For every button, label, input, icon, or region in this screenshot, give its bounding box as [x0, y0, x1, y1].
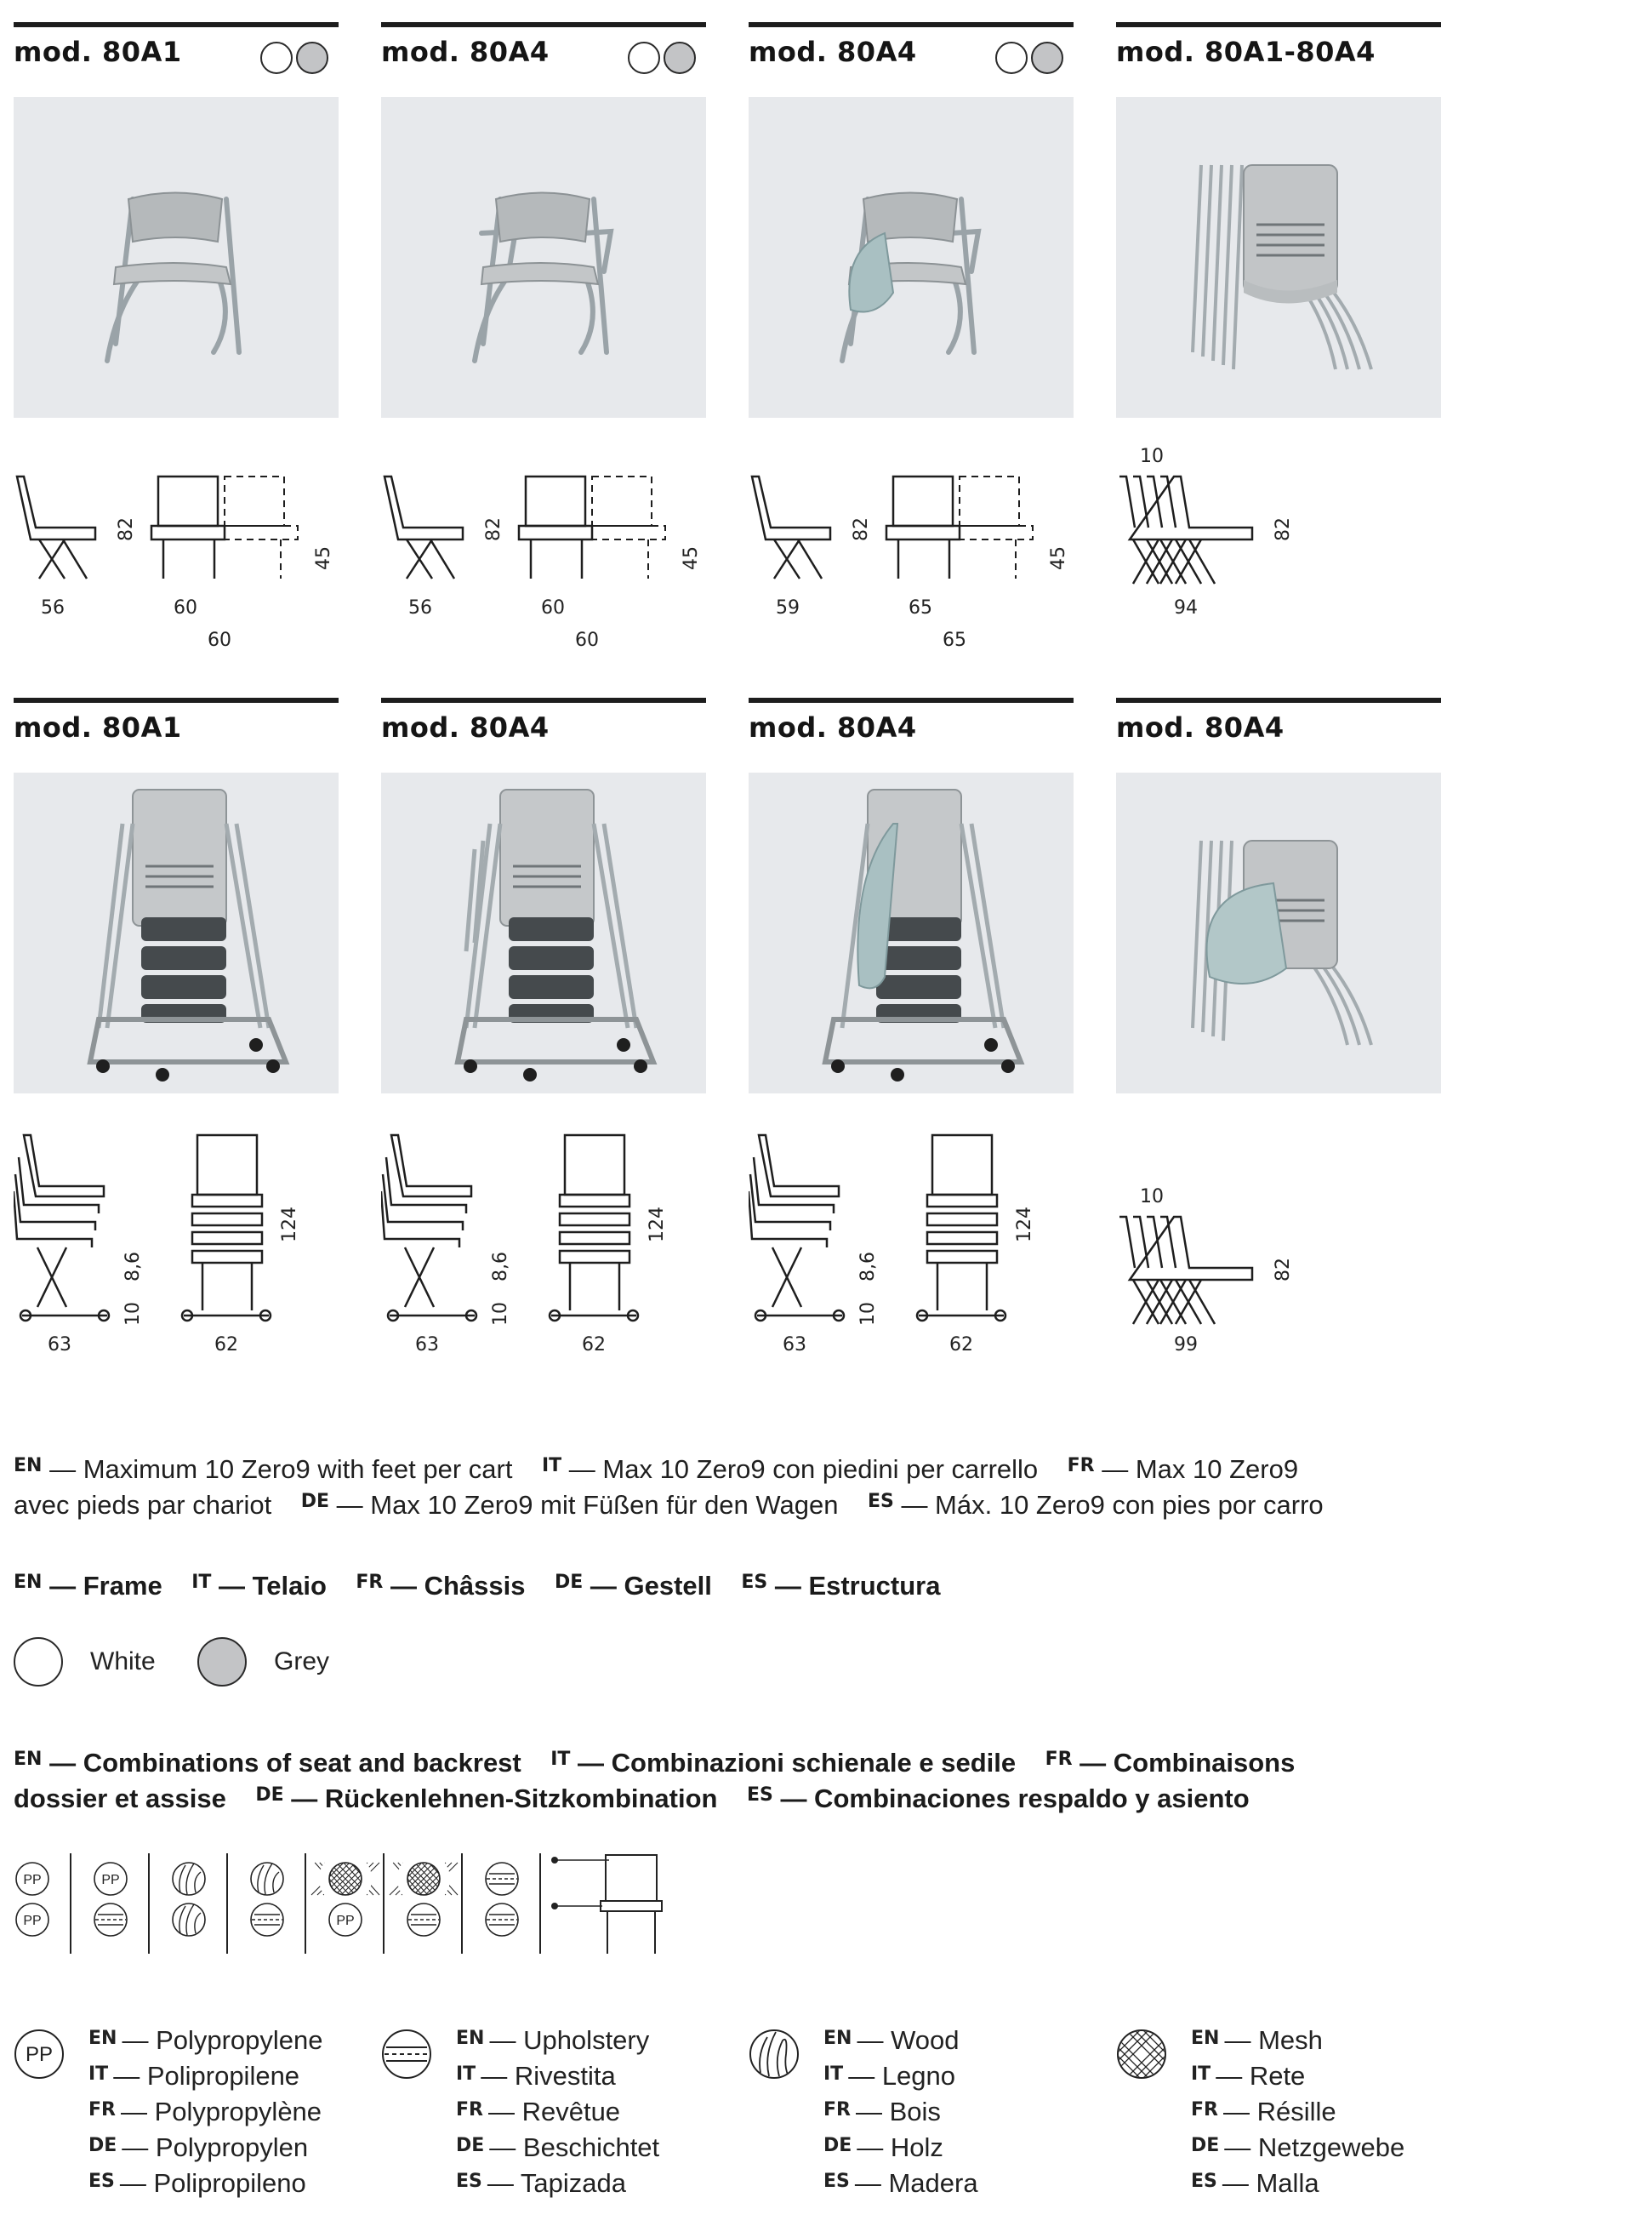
lang-tag: IT: [550, 1749, 571, 1770]
height-dimension: 82: [483, 517, 504, 541]
wood-icon: [251, 1863, 283, 1895]
width-dimension: 62: [582, 1334, 606, 1356]
material-text: — Rivestita: [481, 2061, 616, 2091]
chair-photo: [381, 97, 706, 418]
header-text: dossier et assise: [14, 1784, 226, 1813]
depth-dimension: 63: [48, 1334, 71, 1356]
dimension-drawing: [14, 459, 339, 689]
mesh-icon: [1116, 2029, 1171, 2083]
divider: [1116, 22, 1441, 27]
chair-side-front-drawing: [14, 459, 339, 672]
chair-photo: [749, 97, 1074, 418]
lang-tag: ES: [746, 1784, 773, 1806]
wood-icon: [173, 1904, 205, 1936]
combinations-header: [14, 1784, 1250, 1814]
material-text: — Polypropylene: [122, 2025, 323, 2055]
material-text: — Rete: [1216, 2061, 1306, 2091]
height-dimension: 124: [279, 1207, 300, 1242]
height-dimension: 82: [851, 517, 872, 541]
lang-tag: ES: [867, 1491, 894, 1512]
material-text: — Malla: [1222, 2168, 1319, 2198]
grey-swatch: [664, 42, 696, 74]
stack-offset-dimension: 10: [1140, 1186, 1164, 1207]
material-line: [1191, 2025, 1323, 2056]
material-text: — Beschichtet: [489, 2132, 660, 2162]
chair-illustration: [749, 97, 1074, 418]
lang-tag: ES: [88, 2171, 115, 2192]
lang-tag: ES: [823, 2171, 850, 2192]
material-line: [88, 2025, 323, 2056]
lang-tag: EN: [456, 2028, 485, 2049]
pp-icon-text: PP: [336, 1914, 355, 1928]
pp-icon-text: PP: [25, 2043, 54, 2066]
depth-dimension: 63: [415, 1334, 439, 1356]
chair-stack-illustration: [1116, 773, 1441, 1093]
material-line: [456, 2025, 649, 2056]
material-line: [823, 2097, 941, 2127]
material-text: — Mesh: [1224, 2025, 1323, 2055]
white-swatch: [995, 42, 1028, 74]
row-width-dimension: 65: [943, 630, 966, 651]
cart-photo: [749, 773, 1074, 1093]
header-text: — Gestell: [590, 1571, 712, 1601]
depth-dimension: 59: [776, 597, 800, 619]
upholstery-icon: [407, 1904, 440, 1936]
lang-tag: DE: [1191, 2135, 1220, 2156]
material-text: — Bois: [855, 2097, 941, 2126]
material-line: [88, 2132, 308, 2163]
mesh-icon: [311, 1858, 379, 1900]
height-dimension: 82: [1273, 1258, 1294, 1281]
lang-tag: FR: [1191, 2099, 1218, 2120]
material-line: [456, 2061, 616, 2092]
width-dimension: 60: [541, 597, 565, 619]
chair-side-front-drawing: [381, 459, 706, 672]
depth-dimension: 63: [783, 1334, 806, 1356]
lang-tag: IT: [541, 1455, 562, 1476]
note-text: — Max 10 Zero9: [1102, 1454, 1299, 1484]
frame-header: [14, 1571, 941, 1601]
pp-icon-text: PP: [101, 1873, 120, 1887]
pp-icon: [329, 1904, 362, 1936]
upholstery-icon: [251, 1904, 283, 1936]
base-dimension: 10: [490, 1302, 511, 1326]
combinations-grid: [9, 1846, 689, 1966]
lang-tag: EN: [823, 2028, 852, 2049]
dimension-drawing: [381, 459, 706, 689]
material-legend-upholstery: [381, 2025, 738, 2221]
material-text: — Madera: [854, 2168, 978, 2198]
chair-illustration: [14, 97, 339, 418]
lang-tag: IT: [191, 1572, 212, 1593]
material-legend-mesh: [1116, 2025, 1473, 2221]
material-text: — Tapizada: [487, 2168, 627, 2198]
cart-note-line: [14, 1452, 1298, 1491]
white-frame-swatch: [14, 1637, 63, 1687]
note-text: — Máx. 10 Zero9 con pies por carro: [901, 1490, 1324, 1520]
note-text: — Maximum 10 Zero9 with feet per cart: [49, 1454, 513, 1484]
seat-backrest-chair-icon: [551, 1855, 662, 1954]
cart-stack-illustration: [381, 773, 706, 1093]
wood-icon: [173, 1863, 205, 1895]
lang-tag: FR: [356, 1572, 384, 1593]
header-text: — Estructura: [774, 1571, 941, 1601]
cart-photo: [381, 773, 706, 1093]
material-text: — Résille: [1222, 2097, 1336, 2126]
lang-tag: ES: [1191, 2171, 1217, 2192]
dimension-drawing: [749, 1132, 1074, 1361]
lang-tag: FR: [456, 2099, 483, 2120]
lang-tag: FR: [823, 2099, 851, 2120]
material-line: [88, 2168, 306, 2199]
wood-icon: [749, 2029, 803, 2083]
chair-stack-illustration: [1116, 97, 1441, 418]
depth-dimension: 56: [408, 597, 432, 619]
material-line: [88, 2061, 299, 2092]
model-title: mod. 80A4: [1116, 711, 1285, 744]
model-title: mod. 80A4: [749, 711, 917, 744]
note-text: — Max 10 Zero9 mit Füßen für den Wagen: [336, 1490, 839, 1520]
lang-tag: EN: [14, 1572, 43, 1593]
divider: [381, 698, 706, 703]
upholstery-icon: [94, 1904, 127, 1936]
divider: [14, 22, 339, 27]
grey-swatch: [296, 42, 328, 74]
material-legend-wood: [749, 2025, 1106, 2221]
model-title: mod. 80A1-80A4: [1116, 36, 1376, 68]
lang-tag: EN: [14, 1749, 43, 1770]
pp-icon: [94, 1863, 127, 1895]
material-line: [1191, 2132, 1404, 2163]
upholstery-icon: [486, 1863, 518, 1895]
header-text: — Telaio: [219, 1571, 327, 1601]
material-line: [88, 2097, 322, 2127]
cart-note-line: [14, 1487, 1324, 1527]
lang-tag: EN: [14, 1455, 43, 1476]
material-line: [823, 2025, 960, 2056]
lang-tag: DE: [255, 1784, 284, 1806]
header-text: — Frame: [49, 1571, 162, 1601]
model-title: mod. 80A4: [749, 36, 917, 68]
lang-tag: FR: [1067, 1455, 1095, 1476]
frame-color-label: Grey: [274, 1647, 330, 1675]
pp-icon: [16, 1904, 48, 1936]
stack-side-drawing: [1116, 1183, 1441, 1396]
white-swatch: [628, 42, 660, 74]
frame-color-label: White: [90, 1647, 156, 1675]
stack-photo: [1116, 773, 1441, 1093]
lang-tag: DE: [88, 2135, 117, 2156]
lang-tag: IT: [823, 2063, 844, 2085]
chair-illustration: [381, 97, 706, 418]
depth-dimension: 99: [1174, 1334, 1198, 1356]
note-text: — Max 10 Zero9 con piedini per carrello: [568, 1454, 1039, 1484]
divider: [381, 22, 706, 27]
cart-stack-illustration: [749, 773, 1074, 1093]
lang-tag: EN: [88, 2028, 117, 2049]
height-dimension: 82: [1273, 517, 1294, 541]
lang-tag: DE: [554, 1572, 584, 1593]
lang-tag: DE: [456, 2135, 485, 2156]
pp-icon: [16, 1863, 48, 1895]
pp-icon-text: PP: [23, 1914, 42, 1928]
material-line: [823, 2168, 978, 2199]
height-dimension: 82: [116, 517, 137, 541]
material-text: — Revêtue: [487, 2097, 621, 2126]
depth-dimension: 94: [1174, 597, 1198, 619]
cart-stack-illustration: [14, 773, 339, 1093]
base-dimension: 10: [857, 1302, 879, 1326]
width-dimension: 60: [174, 597, 197, 619]
grey-frame-swatch: [197, 1637, 247, 1687]
note-text: avec pieds par chariot: [14, 1490, 272, 1520]
lang-tag: IT: [1191, 2063, 1211, 2085]
stack-side-drawing: [1116, 442, 1441, 655]
upholstery-icon: [486, 1904, 518, 1936]
stack-offset-dimension: 10: [1140, 446, 1164, 467]
width-dimension: 65: [909, 597, 932, 619]
material-line: [1191, 2097, 1336, 2127]
white-swatch: [260, 42, 293, 74]
divider: [14, 698, 339, 703]
material-line: [456, 2168, 626, 2199]
width-dimension: 62: [949, 1334, 973, 1356]
model-title: mod. 80A4: [381, 36, 550, 68]
chair-photo: [14, 97, 339, 418]
header-text: — Combinations of seat and backrest: [49, 1748, 521, 1778]
material-text: — Polipropileno: [119, 2168, 306, 2198]
lang-tag: DE: [300, 1491, 330, 1512]
lang-tag: ES: [741, 1572, 768, 1593]
header-text: — Combinaisons: [1079, 1748, 1296, 1778]
seat-height-dimension: 45: [1048, 546, 1069, 570]
material-text: — Wood: [857, 2025, 960, 2055]
combinations-header: [14, 1748, 1295, 1778]
stack-step-dimension: 8,6: [490, 1252, 511, 1281]
divider: [1116, 698, 1441, 703]
lang-tag: FR: [1045, 1749, 1073, 1770]
lang-tag: IT: [88, 2063, 109, 2085]
lang-tag: DE: [823, 2135, 852, 2156]
height-dimension: 124: [647, 1207, 668, 1242]
material-legend-pp: [14, 2025, 371, 2221]
stack-photo: [1116, 97, 1441, 418]
material-line: [456, 2132, 659, 2163]
pp-icon-text: PP: [23, 1873, 42, 1887]
upholstery-icon: [381, 2029, 436, 2083]
dimension-drawing: [1116, 442, 1441, 672]
material-text: — Upholstery: [489, 2025, 650, 2055]
grey-swatch: [1031, 42, 1063, 74]
material-text: — Polipropilene: [113, 2061, 300, 2091]
divider: [749, 698, 1074, 703]
model-title: mod. 80A4: [381, 711, 550, 744]
dimension-drawing: [749, 459, 1074, 689]
depth-dimension: 56: [41, 597, 65, 619]
material-line: [1191, 2168, 1319, 2199]
header-text: — Châssis: [390, 1571, 526, 1601]
material-text: — Polypropylène: [120, 2097, 322, 2126]
row-width-dimension: 60: [575, 630, 599, 651]
height-dimension: 124: [1014, 1207, 1035, 1242]
material-line: [823, 2132, 943, 2163]
header-text: — Rückenlehnen-Sitzkombination: [291, 1784, 718, 1813]
lang-tag: EN: [1191, 2028, 1220, 2049]
lang-tag: FR: [88, 2099, 116, 2120]
dimension-drawing: [381, 1132, 706, 1361]
seat-height-dimension: 45: [313, 546, 334, 570]
material-text: — Holz: [857, 2132, 943, 2162]
cart-photo: [14, 773, 339, 1093]
base-dimension: 10: [122, 1302, 144, 1326]
mesh-icon: [390, 1858, 458, 1900]
divider: [749, 22, 1074, 27]
seat-height-dimension: 45: [681, 546, 702, 570]
material-text: — Netzgewebe: [1224, 2132, 1405, 2162]
model-title: mod. 80A1: [14, 36, 182, 68]
material-line: [1191, 2061, 1305, 2092]
model-title: mod. 80A1: [14, 711, 182, 744]
header-text: — Combinaciones respaldo y asiento: [780, 1784, 1250, 1813]
dimension-drawing: [14, 1132, 339, 1361]
lang-tag: ES: [456, 2171, 482, 2192]
material-text: — Polypropylen: [122, 2132, 309, 2162]
polypropylene-icon: [14, 2029, 68, 2083]
dimension-drawing: [1116, 1183, 1441, 1413]
header-text: — Combinazioni schienale e sedile: [578, 1748, 1017, 1778]
material-text: — Legno: [848, 2061, 956, 2091]
stack-step-dimension: 8,6: [122, 1252, 144, 1281]
material-line: [456, 2097, 620, 2127]
material-line: [823, 2061, 955, 2092]
width-dimension: 62: [214, 1334, 238, 1356]
lang-tag: IT: [456, 2063, 476, 2085]
chair-side-front-drawing: [749, 459, 1074, 672]
stack-step-dimension: 8,6: [857, 1252, 879, 1281]
row-width-dimension: 60: [208, 630, 231, 651]
